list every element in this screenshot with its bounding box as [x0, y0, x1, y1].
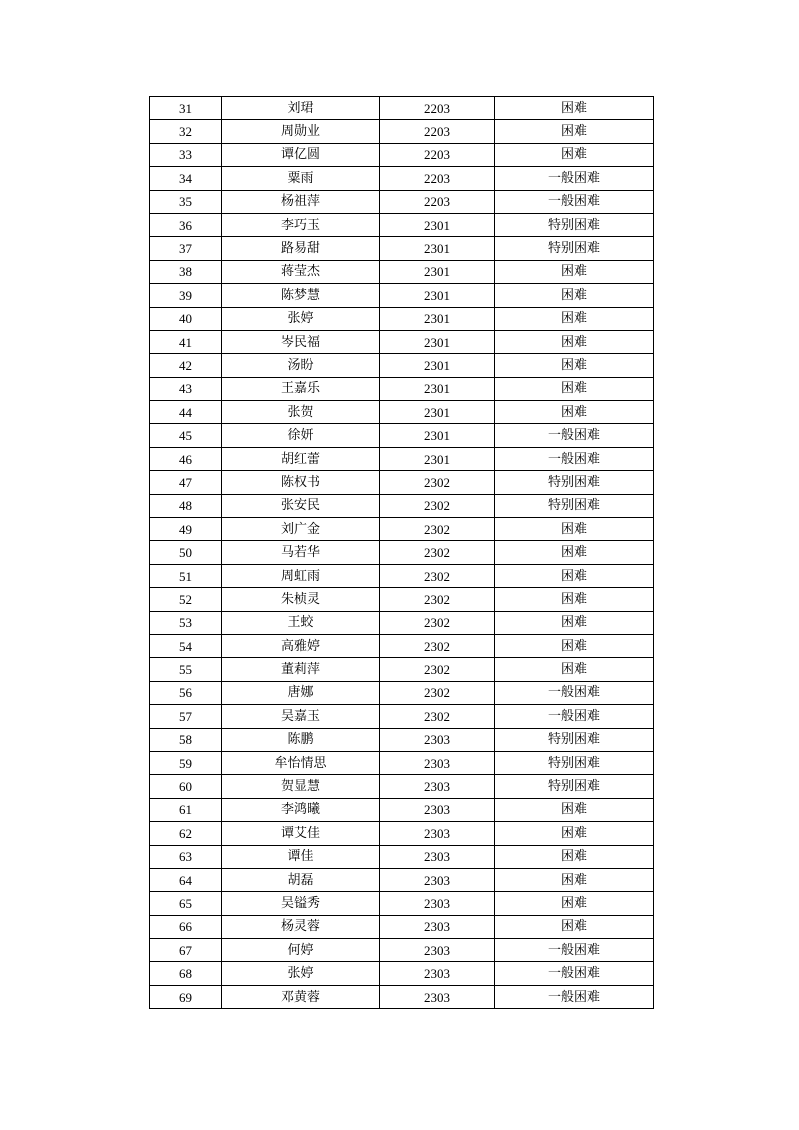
name-cell: 陈权书 [222, 471, 380, 494]
table-row [150, 658, 654, 681]
index-cell: 41 [150, 330, 222, 353]
name-cell: 周勋业 [222, 120, 380, 143]
name-cell: 汤盼 [222, 354, 380, 377]
name-cell: 王蛟 [222, 611, 380, 634]
class-cell: 2302 [380, 494, 495, 517]
level-cell: 特别困难 [495, 237, 654, 260]
table-row [150, 915, 654, 938]
level-cell: 困难 [495, 541, 654, 564]
table-row [150, 260, 654, 283]
index-cell: 53 [150, 611, 222, 634]
class-cell: 2303 [380, 751, 495, 774]
class-cell: 2302 [380, 634, 495, 657]
table-row [150, 190, 654, 213]
index-cell: 45 [150, 424, 222, 447]
level-cell: 困难 [495, 401, 654, 424]
level-cell: 一般困难 [495, 424, 654, 447]
name-cell: 蒋莹杰 [222, 260, 380, 283]
name-cell: 董莉萍 [222, 658, 380, 681]
level-cell: 困难 [495, 307, 654, 330]
index-cell: 68 [150, 962, 222, 985]
index-cell: 35 [150, 190, 222, 213]
class-cell: 2301 [380, 377, 495, 400]
class-cell: 2301 [380, 307, 495, 330]
table-row [150, 213, 654, 236]
table-row [150, 962, 654, 985]
level-cell: 困难 [495, 845, 654, 868]
index-cell: 37 [150, 237, 222, 260]
name-cell: 周虹雨 [222, 564, 380, 587]
name-cell: 岑民福 [222, 330, 380, 353]
index-cell: 55 [150, 658, 222, 681]
index-cell: 60 [150, 775, 222, 798]
index-cell: 39 [150, 284, 222, 307]
class-cell: 2301 [380, 237, 495, 260]
index-cell: 51 [150, 564, 222, 587]
level-cell: 一般困难 [495, 167, 654, 190]
table-row [150, 822, 654, 845]
class-cell: 2301 [380, 330, 495, 353]
index-cell: 38 [150, 260, 222, 283]
level-cell: 困难 [495, 284, 654, 307]
class-cell: 2302 [380, 681, 495, 704]
name-cell: 王嘉乐 [222, 377, 380, 400]
table-row [150, 681, 654, 704]
level-cell: 一般困难 [495, 705, 654, 728]
name-cell: 刘珺 [222, 97, 380, 120]
index-cell: 36 [150, 213, 222, 236]
level-cell: 特别困难 [495, 728, 654, 751]
class-cell: 2303 [380, 868, 495, 891]
index-cell: 62 [150, 822, 222, 845]
class-cell: 2303 [380, 798, 495, 821]
index-cell: 64 [150, 868, 222, 891]
name-cell: 邓黄蓉 [222, 985, 380, 1008]
table-row [150, 634, 654, 657]
class-cell: 2203 [380, 190, 495, 213]
table-row [150, 424, 654, 447]
name-cell: 陈梦慧 [222, 284, 380, 307]
table-row [150, 518, 654, 541]
class-cell: 2301 [380, 401, 495, 424]
table-row [150, 845, 654, 868]
level-cell: 困难 [495, 868, 654, 891]
level-cell: 困难 [495, 822, 654, 845]
level-cell: 特别困难 [495, 751, 654, 774]
table-row [150, 143, 654, 166]
class-cell: 2303 [380, 845, 495, 868]
index-cell: 42 [150, 354, 222, 377]
level-cell: 困难 [495, 143, 654, 166]
table-row [150, 471, 654, 494]
class-cell: 2203 [380, 120, 495, 143]
class-cell: 2301 [380, 213, 495, 236]
index-cell: 69 [150, 985, 222, 1008]
class-cell: 2303 [380, 985, 495, 1008]
level-cell: 困难 [495, 798, 654, 821]
name-cell: 张婷 [222, 962, 380, 985]
level-cell: 困难 [495, 634, 654, 657]
student-table [149, 96, 654, 1009]
name-cell: 唐娜 [222, 681, 380, 704]
name-cell: 何婷 [222, 939, 380, 962]
name-cell: 路易甜 [222, 237, 380, 260]
level-cell: 特别困难 [495, 213, 654, 236]
level-cell: 困难 [495, 120, 654, 143]
class-cell: 2301 [380, 284, 495, 307]
class-cell: 2303 [380, 892, 495, 915]
level-cell: 困难 [495, 892, 654, 915]
table-row [150, 330, 654, 353]
name-cell: 杨灵蓉 [222, 915, 380, 938]
level-cell: 一般困难 [495, 939, 654, 962]
table-row [150, 237, 654, 260]
table-row [150, 868, 654, 891]
level-cell: 一般困难 [495, 962, 654, 985]
table-row [150, 751, 654, 774]
table-row [150, 284, 654, 307]
name-cell: 谭亿圆 [222, 143, 380, 166]
index-cell: 67 [150, 939, 222, 962]
index-cell: 52 [150, 588, 222, 611]
name-cell: 谭佳 [222, 845, 380, 868]
name-cell: 张安民 [222, 494, 380, 517]
name-cell: 高雅婷 [222, 634, 380, 657]
index-cell: 66 [150, 915, 222, 938]
index-cell: 43 [150, 377, 222, 400]
name-cell: 杨祖萍 [222, 190, 380, 213]
class-cell: 2303 [380, 775, 495, 798]
name-cell: 刘广金 [222, 518, 380, 541]
level-cell: 特别困难 [495, 494, 654, 517]
name-cell: 胡红蕾 [222, 447, 380, 470]
index-cell: 46 [150, 447, 222, 470]
name-cell: 贺显慧 [222, 775, 380, 798]
index-cell: 59 [150, 751, 222, 774]
level-cell: 一般困难 [495, 681, 654, 704]
level-cell: 一般困难 [495, 447, 654, 470]
index-cell: 48 [150, 494, 222, 517]
table-row [150, 728, 654, 751]
table-row [150, 611, 654, 634]
index-cell: 50 [150, 541, 222, 564]
index-cell: 47 [150, 471, 222, 494]
name-cell: 张贺 [222, 401, 380, 424]
class-cell: 2303 [380, 822, 495, 845]
table-row [150, 705, 654, 728]
class-cell: 2302 [380, 658, 495, 681]
level-cell: 困难 [495, 377, 654, 400]
index-cell: 32 [150, 120, 222, 143]
class-cell: 2301 [380, 424, 495, 447]
table-row [150, 541, 654, 564]
class-cell: 2303 [380, 728, 495, 751]
table-row [150, 985, 654, 1008]
table-row [150, 939, 654, 962]
index-cell: 56 [150, 681, 222, 704]
index-cell: 40 [150, 307, 222, 330]
table-row [150, 494, 654, 517]
table-row [150, 401, 654, 424]
name-cell: 吴嘉玉 [222, 705, 380, 728]
level-cell: 困难 [495, 915, 654, 938]
index-cell: 49 [150, 518, 222, 541]
name-cell: 粟雨 [222, 167, 380, 190]
name-cell: 张婷 [222, 307, 380, 330]
class-cell: 2302 [380, 588, 495, 611]
name-cell: 吴镒秀 [222, 892, 380, 915]
name-cell: 李鸿曦 [222, 798, 380, 821]
level-cell: 困难 [495, 97, 654, 120]
index-cell: 54 [150, 634, 222, 657]
index-cell: 61 [150, 798, 222, 821]
class-cell: 2303 [380, 939, 495, 962]
table-row [150, 588, 654, 611]
class-cell: 2203 [380, 143, 495, 166]
table-row [150, 892, 654, 915]
name-cell: 徐妍 [222, 424, 380, 447]
table-row [150, 120, 654, 143]
class-cell: 2302 [380, 471, 495, 494]
level-cell: 困难 [495, 518, 654, 541]
index-cell: 44 [150, 401, 222, 424]
class-cell: 2203 [380, 97, 495, 120]
class-cell: 2302 [380, 541, 495, 564]
level-cell: 一般困难 [495, 190, 654, 213]
level-cell: 困难 [495, 354, 654, 377]
level-cell: 困难 [495, 260, 654, 283]
index-cell: 58 [150, 728, 222, 751]
class-cell: 2302 [380, 564, 495, 587]
index-cell: 57 [150, 705, 222, 728]
level-cell: 特别困难 [495, 471, 654, 494]
name-cell: 马若华 [222, 541, 380, 564]
class-cell: 2303 [380, 915, 495, 938]
level-cell: 困难 [495, 330, 654, 353]
student-table-body [150, 97, 654, 1009]
name-cell: 谭艾佳 [222, 822, 380, 845]
table-row [150, 775, 654, 798]
name-cell: 牟怡情思 [222, 751, 380, 774]
table-row [150, 307, 654, 330]
name-cell: 朱桢灵 [222, 588, 380, 611]
level-cell: 困难 [495, 611, 654, 634]
name-cell: 胡磊 [222, 868, 380, 891]
level-cell: 困难 [495, 564, 654, 587]
table-row [150, 564, 654, 587]
class-cell: 2302 [380, 518, 495, 541]
class-cell: 2301 [380, 260, 495, 283]
name-cell: 陈鹏 [222, 728, 380, 751]
class-cell: 2303 [380, 962, 495, 985]
class-cell: 2203 [380, 167, 495, 190]
level-cell: 特别困难 [495, 775, 654, 798]
level-cell: 困难 [495, 658, 654, 681]
table-row [150, 798, 654, 821]
table-row [150, 377, 654, 400]
table-row [150, 447, 654, 470]
index-cell: 63 [150, 845, 222, 868]
index-cell: 31 [150, 97, 222, 120]
class-cell: 2301 [380, 447, 495, 470]
level-cell: 困难 [495, 588, 654, 611]
level-cell: 一般困难 [495, 985, 654, 1008]
table-row [150, 354, 654, 377]
class-cell: 2301 [380, 354, 495, 377]
index-cell: 33 [150, 143, 222, 166]
table-row [150, 167, 654, 190]
class-cell: 2302 [380, 705, 495, 728]
index-cell: 65 [150, 892, 222, 915]
class-cell: 2302 [380, 611, 495, 634]
name-cell: 李巧玉 [222, 213, 380, 236]
table-row [150, 97, 654, 120]
index-cell: 34 [150, 167, 222, 190]
